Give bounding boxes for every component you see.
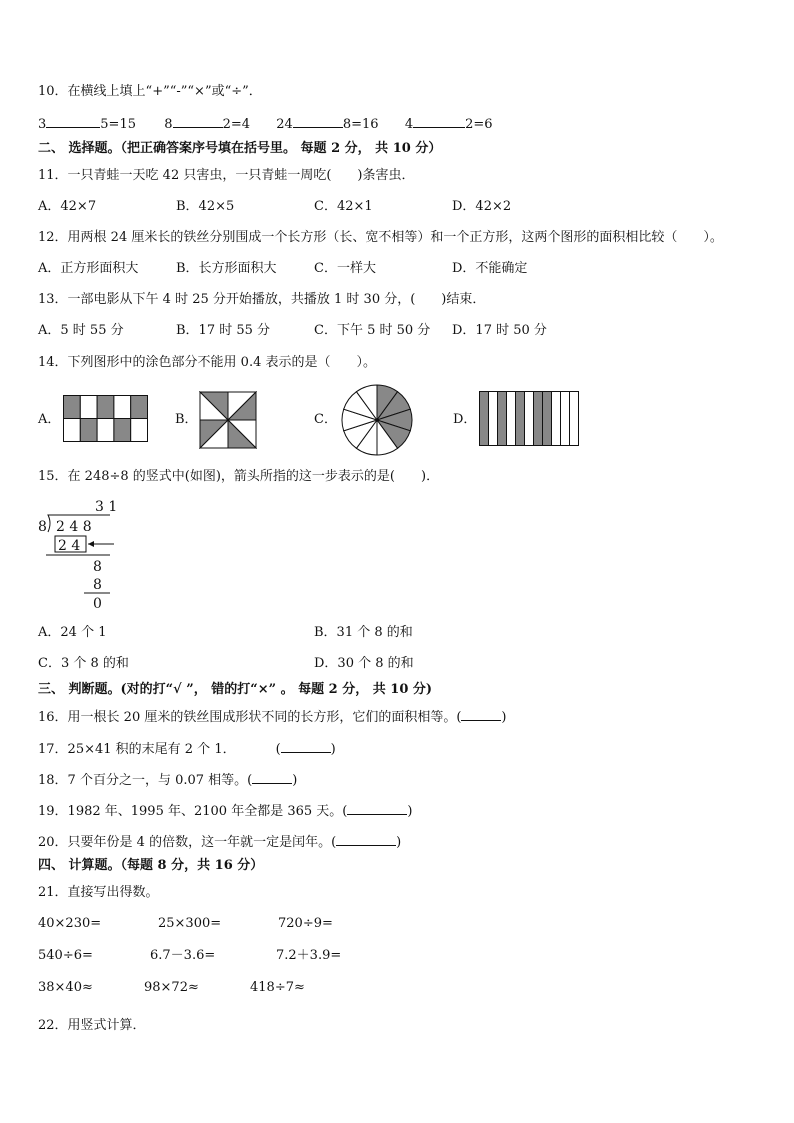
grid-a-cell [131, 419, 148, 442]
q20 [38, 832, 401, 852]
q10-item-2-a: 8 [164, 117, 173, 132]
q10-blank-3[interactable] [293, 114, 343, 128]
q19 [38, 801, 412, 821]
q21-r3-c3: 418÷7≈ [250, 980, 305, 995]
q14-figure-d-strips[interactable] [479, 391, 580, 447]
strips-d-strip [570, 392, 579, 446]
q10-items [38, 114, 493, 134]
section-4-title: 四、 计算题。（每题 8 分，共 16 分） [38, 858, 264, 873]
q11-option-b[interactable]: B．42×5 [176, 199, 235, 214]
q22-text: 22．用竖式计算． [38, 1018, 146, 1033]
q10-blank-1[interactable] [46, 114, 100, 128]
q21-r2-c2: 6.7－3.6= [150, 948, 216, 963]
q19-answer-blank[interactable] [347, 801, 407, 815]
q15-division-figure [34, 495, 124, 613]
q14-option-c-label[interactable]: C． [314, 412, 337, 427]
q13-option-b[interactable]: B．17 时 55 分 [176, 323, 271, 338]
q15-option-d[interactable]: D．30 个 8 的和 [314, 656, 414, 671]
q11-option-d[interactable]: D．42×2 [452, 199, 512, 214]
div-quotient: 3 1 [95, 499, 118, 515]
q12-option-c[interactable]: C．一样大 [314, 261, 376, 276]
strips-d-strip [543, 392, 552, 446]
q19-text: 19．1982 年、1995 年、2100 年全都是 365 天。( [38, 804, 348, 819]
q14-figure-c-circle[interactable] [340, 383, 414, 457]
q21-r3-c2: 98×72≈ [144, 980, 199, 995]
div-rem2: 0 [93, 596, 102, 612]
div-dividend: 2 4 8 [56, 519, 92, 535]
grid-a-cell [114, 396, 131, 419]
strips-d-strip [498, 392, 507, 446]
grid-a-cell [114, 419, 131, 442]
q12-option-a[interactable]: A．正方形面积大 [38, 261, 139, 276]
q21-r1-c3: 720÷9= [278, 916, 333, 931]
q12-option-b[interactable]: B．长方形面积大 [176, 261, 277, 276]
q21-r1-c1: 40×230= [38, 916, 102, 931]
q21-r1-c2: 25×300= [158, 916, 222, 931]
div-divisor: 8 [38, 519, 47, 535]
q13-option-c[interactable]: C．下午 5 时 50 分 [314, 323, 431, 338]
q11-option-c[interactable]: C．42×1 [314, 199, 373, 214]
div-step: 2 4 [58, 538, 81, 554]
q10-item-4-a: 4 [404, 117, 414, 132]
strips-d-strip [534, 392, 543, 446]
grid-a-cell [80, 396, 97, 419]
q16-answer-blank[interactable] [461, 707, 501, 721]
q11-text: 11．一只青蛙一天吃 42 只害虫，一只青蛙一周吃( )条害虫． [38, 168, 415, 183]
q19-tail: ) [407, 804, 413, 819]
q17-answer-blank[interactable] [281, 739, 331, 753]
q18-tail: ) [292, 773, 298, 788]
q15-text: 15．在 248÷8 的竖式中(如图)，箭头所指的这一步表示的是( )． [38, 469, 440, 484]
strips-d-strip [516, 392, 525, 446]
div-sub2: 8 [93, 577, 102, 593]
strips-d-strip [489, 392, 498, 446]
q10-item-2-b: 2=4 [222, 117, 250, 132]
q21-r2-c1: 540÷6= [38, 948, 93, 963]
strips-d-strip [507, 392, 516, 446]
q16 [38, 707, 507, 727]
q13-option-a[interactable]: A．5 时 55 分 [38, 323, 124, 338]
q17-open: ( [275, 742, 281, 757]
q14-option-b-label[interactable]: B． [175, 412, 198, 427]
q18 [38, 770, 297, 790]
grid-a-cell [131, 396, 148, 419]
grid-a-cell [97, 419, 114, 442]
q10-text: 10．在横线上填上“+”“-”“×”或“÷”． [38, 84, 262, 99]
q17-tail: ) [330, 742, 336, 757]
grid-a-cell [64, 396, 81, 419]
q14-option-a-label[interactable]: A． [38, 412, 61, 427]
q14-option-d-label[interactable]: D． [453, 412, 477, 427]
q21-text: 21．直接写出得数。 [38, 885, 159, 900]
q21-r3-c1: 38×40≈ [38, 980, 93, 995]
q20-tail: ) [396, 835, 402, 850]
q17-text: 17．25×41 积的末尾有 2 个 1． [38, 742, 236, 757]
q18-text: 18．7 个百分之一，与 0.07 相等。( [38, 773, 253, 788]
grid-a-cell [80, 419, 97, 442]
q13-text: 13．一部电影从下午 4 时 25 分开始播放，共播放 1 时 30 分，( )结束． [38, 292, 486, 307]
q11-option-a[interactable]: A．42×7 [38, 199, 97, 214]
q18-answer-blank[interactable] [252, 770, 292, 784]
q21-r2-c3: 7.2＋3.9= [276, 948, 342, 963]
q10-item-1-b: 5=15 [100, 117, 136, 132]
q17 [38, 739, 336, 759]
q16-text: 16．用一根长 20 厘米的铁丝围成形状不同的长方形，它们的面积相等。( [38, 710, 462, 725]
strips-d-strip [525, 392, 534, 446]
section-3-title: 三、 判断题。(对的打“√ ”， 错的打“×” 。 每题 2 分， 共 10 分) [38, 682, 433, 697]
q10-blank-4[interactable] [413, 114, 465, 128]
strips-d-strip [480, 392, 489, 446]
q10-blank-2[interactable] [173, 114, 223, 128]
q15-option-a[interactable]: A．24 个 1 [38, 625, 107, 640]
strips-d-strip [561, 392, 570, 446]
q20-answer-blank[interactable] [336, 832, 396, 846]
q16-tail: ) [501, 710, 507, 725]
q12-option-d[interactable]: D．不能确定 [452, 261, 528, 276]
div-rem1: 8 [93, 559, 102, 575]
grid-a-cell [97, 396, 114, 419]
q14-figure-a-grid[interactable] [63, 395, 149, 443]
section-2-title: 二、 选择题。（把正确答案序号填在括号里。 每题 2 分， 共 10 分） [38, 141, 442, 156]
q12-text: 12．用两根 24 厘米长的铁丝分别围成一个长方形（长、宽不相等）和一个正方形，这两个图形的面积相比较（ ）。 [38, 230, 723, 245]
q20-text: 20．只要年份是 4 的倍数，这一年就一定是闰年。( [38, 835, 337, 850]
q14-figure-b-square[interactable] [199, 391, 257, 449]
arrow-left-icon [88, 541, 94, 547]
q10-item-3-a: 24 [276, 117, 293, 132]
q10-item-4-b: 2=6 [465, 117, 493, 132]
q10-item-3-b: 8=16 [342, 117, 379, 132]
q14-text: 14．下列图形中的涂色部分不能用 0.4 表示的是（ ）。 [38, 355, 376, 370]
q15-option-b[interactable]: B．31 个 8 的和 [314, 625, 413, 640]
q10-item-1-a: 3 [38, 117, 47, 132]
strips-d-strip [552, 392, 561, 446]
grid-a-cell [64, 419, 81, 442]
q13-option-d[interactable]: D．17 时 50 分 [452, 323, 547, 338]
q15-option-c[interactable]: C．3 个 8 的和 [38, 656, 129, 671]
